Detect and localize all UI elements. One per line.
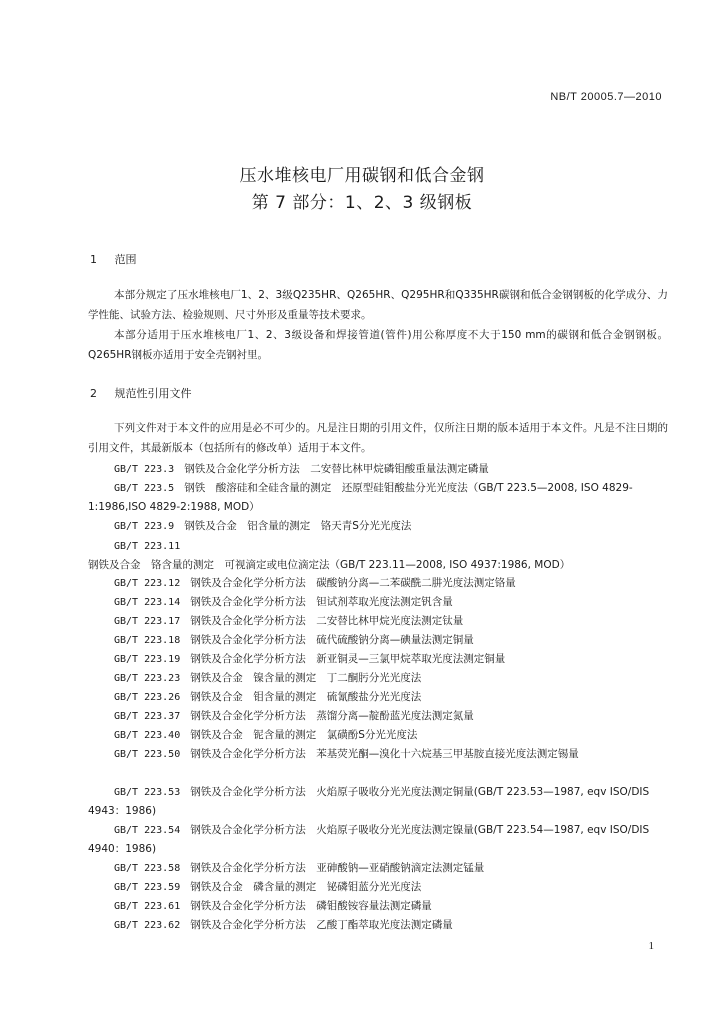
reference-item (88, 821, 668, 859)
reference-item (88, 631, 668, 650)
reference-text: 钢铁及合金化学分析方法 蒸馏分离—靛酚蓝光度法测定氮量 (190, 710, 474, 722)
reference-item (88, 726, 668, 745)
reference-code: GB/T 223.26 (114, 692, 181, 703)
standard-code: NB/T 20005.7—2010 (550, 91, 662, 103)
reference-text: 钢铁及合金化学分析方法 乙酸丁酯萃取光度法测定磷量 (190, 919, 453, 931)
reference-code: GB/T 223.54 (114, 825, 181, 836)
reference-text: 钢铁及合金化学分析方法 硫代硫酸钠分离—碘量法测定铜量 (190, 634, 474, 646)
scope-paragraph-2: 本部分适用于压水堆核电厂1、2、3级设备和焊接管道(管件)用公称厚度不大于150 mm的碳钢和低合金钢钢板。Q265HR钢板亦适用于安全壳钢衬里。 (88, 329, 668, 361)
reference-text: 钢铁及合金化学分析方法 钽试剂萃取光度法测定钒含量 (190, 596, 453, 608)
reference-item (88, 916, 668, 935)
reference-item (88, 593, 668, 612)
reference-text: 钢铁及合金 钼含量的测定 硫氰酸盐分光光度法 (190, 691, 422, 703)
reference-text: 钢铁及合金 铌含量的测定 氯磺酚S分光光度法 (190, 729, 418, 741)
reference-item (88, 537, 668, 575)
reference-code: GB/T 223.9 (114, 521, 175, 532)
reference-item (88, 707, 668, 726)
reference-code: GB/T 223.61 (114, 901, 181, 912)
reference-code: GB/T 223.62 (114, 920, 181, 931)
section-title: 规范性引用文件 (114, 387, 192, 400)
reference-code: GB/T 223.23 (114, 673, 181, 684)
reference-code: GB/T 223.18 (114, 635, 181, 646)
reference-text: 钢铁及合金 磷含量的测定 铋磷钼蓝分光光度法 (190, 881, 422, 893)
reference-text: 钢铁及合金化学分析方法 火焰原子吸收分光光度法测定镍量(GB/T 223.54—1987, eqv ISO/DIS 4940：1986) (88, 824, 650, 855)
reference-item (88, 669, 668, 688)
reference-item (88, 878, 668, 897)
reference-item (88, 574, 668, 593)
reference-text: 钢铁及合金化学分析方法 二安替比林甲烷磷钼酸重量法测定磷量 (184, 463, 489, 475)
reference-text: 钢铁及合金 镍含量的测定 丁二酮肟分光光度法 (190, 672, 422, 684)
section-2-heading (90, 385, 192, 401)
reference-item (88, 783, 668, 821)
reference-item (88, 460, 668, 479)
reference-item (88, 897, 668, 916)
reference-item (88, 479, 668, 517)
section-number: 2 (90, 387, 97, 400)
reference-item (88, 650, 668, 669)
reference-code: GB/T 223.19 (114, 654, 181, 665)
reference-text: 钢铁及合金化学分析方法 碳酸钠分离—二苯碳酰二肼光度法测定铬量 (190, 577, 516, 589)
reference-code: GB/T 223.17 (114, 616, 181, 627)
reference-text: 钢铁及合金化学分析方法 亚砷酸钠—亚硝酸钠滴定法测定锰量 (190, 862, 485, 874)
reference-text: 钢铁及合金 铬含量的测定 可视滴定或电位滴定法（GB/T 223.11—2008, ISO 4937:1986, MOD） (88, 559, 571, 571)
reference-code: GB/T 223.58 (114, 863, 181, 874)
section-1-heading (90, 251, 137, 267)
reference-text: 钢铁及合金 铝含量的测定 铬天青S分光光度法 (184, 520, 412, 532)
reference-text: 钢铁及合金化学分析方法 二安替比林甲烷光度法测定钛量 (190, 615, 464, 627)
reference-text: 钢铁及合金化学分析方法 火焰原子吸收分光光度法测定铜量(GB/T 223.53—1987, eqv ISO/DIS 4943：1986) (88, 786, 650, 817)
reference-item (88, 517, 668, 536)
reference-code: GB/T 223.3 (114, 464, 175, 475)
reference-code: GB/T 223.59 (114, 882, 181, 893)
reference-code: GB/T 223.5 (114, 483, 175, 494)
reference-item (88, 859, 668, 878)
references-intro: 下列文件对于本文件的应用是必不可少的。凡是注日期的引用文件，仅所注日期的版本适用于本文件。凡是不注日期的引用文件，其最新版本（包括所有的修改单）适用于本文件。 (88, 422, 668, 454)
reference-text: 钢铁及合金化学分析方法 苯基荧光酮—溴化十六烷基三甲基胺直接光度法测定锡量 (190, 748, 579, 760)
reference-code: GB/T 223.12 (114, 578, 181, 589)
reference-item (88, 745, 668, 764)
section-number: 1 (90, 253, 97, 266)
reference-code: GB/T 223.50 (114, 749, 181, 760)
reference-text: 钢铁及合金化学分析方法 新亚铜灵—三氯甲烷萃取光度法测定铜量 (190, 653, 506, 665)
page-number: 1 (648, 940, 654, 952)
reference-text: 钢铁及合金化学分析方法 磷钼酸铵容量法测定磷量 (190, 900, 432, 912)
reference-code: GB/T 223.40 (114, 730, 181, 741)
scope-paragraph-1: 本部分规定了压水堆核电厂1、2、3级Q235HR、Q265HR、Q295HR和Q335HR碳钢和低合金钢钢板的化学成分、力学性能、试验方法、检验规则、尺寸外形及重量等技术要求。 (88, 289, 668, 321)
reference-code: GB/T 223.14 (114, 597, 181, 608)
reference-item (88, 612, 668, 631)
reference-text: 钢铁 酸溶硅和全硅含量的测定 还原型硅钼酸盐分光光度法（GB/T 223.5—2008, ISO 4829-1:1986,ISO 4829-2:1988, MOD） (88, 482, 633, 513)
title-line-2: 第 7 部分：1、2、3 级钢板 (251, 193, 473, 213)
reference-code: GB/T 223.37 (114, 711, 181, 722)
reference-code: GB/T 223.11 (114, 541, 181, 552)
title-line-1: 压水堆核电厂用碳钢和低合金钢 (239, 166, 485, 186)
section-title: 范围 (114, 253, 137, 266)
reference-code: GB/T 223.53 (114, 787, 181, 798)
reference-item (88, 688, 668, 707)
